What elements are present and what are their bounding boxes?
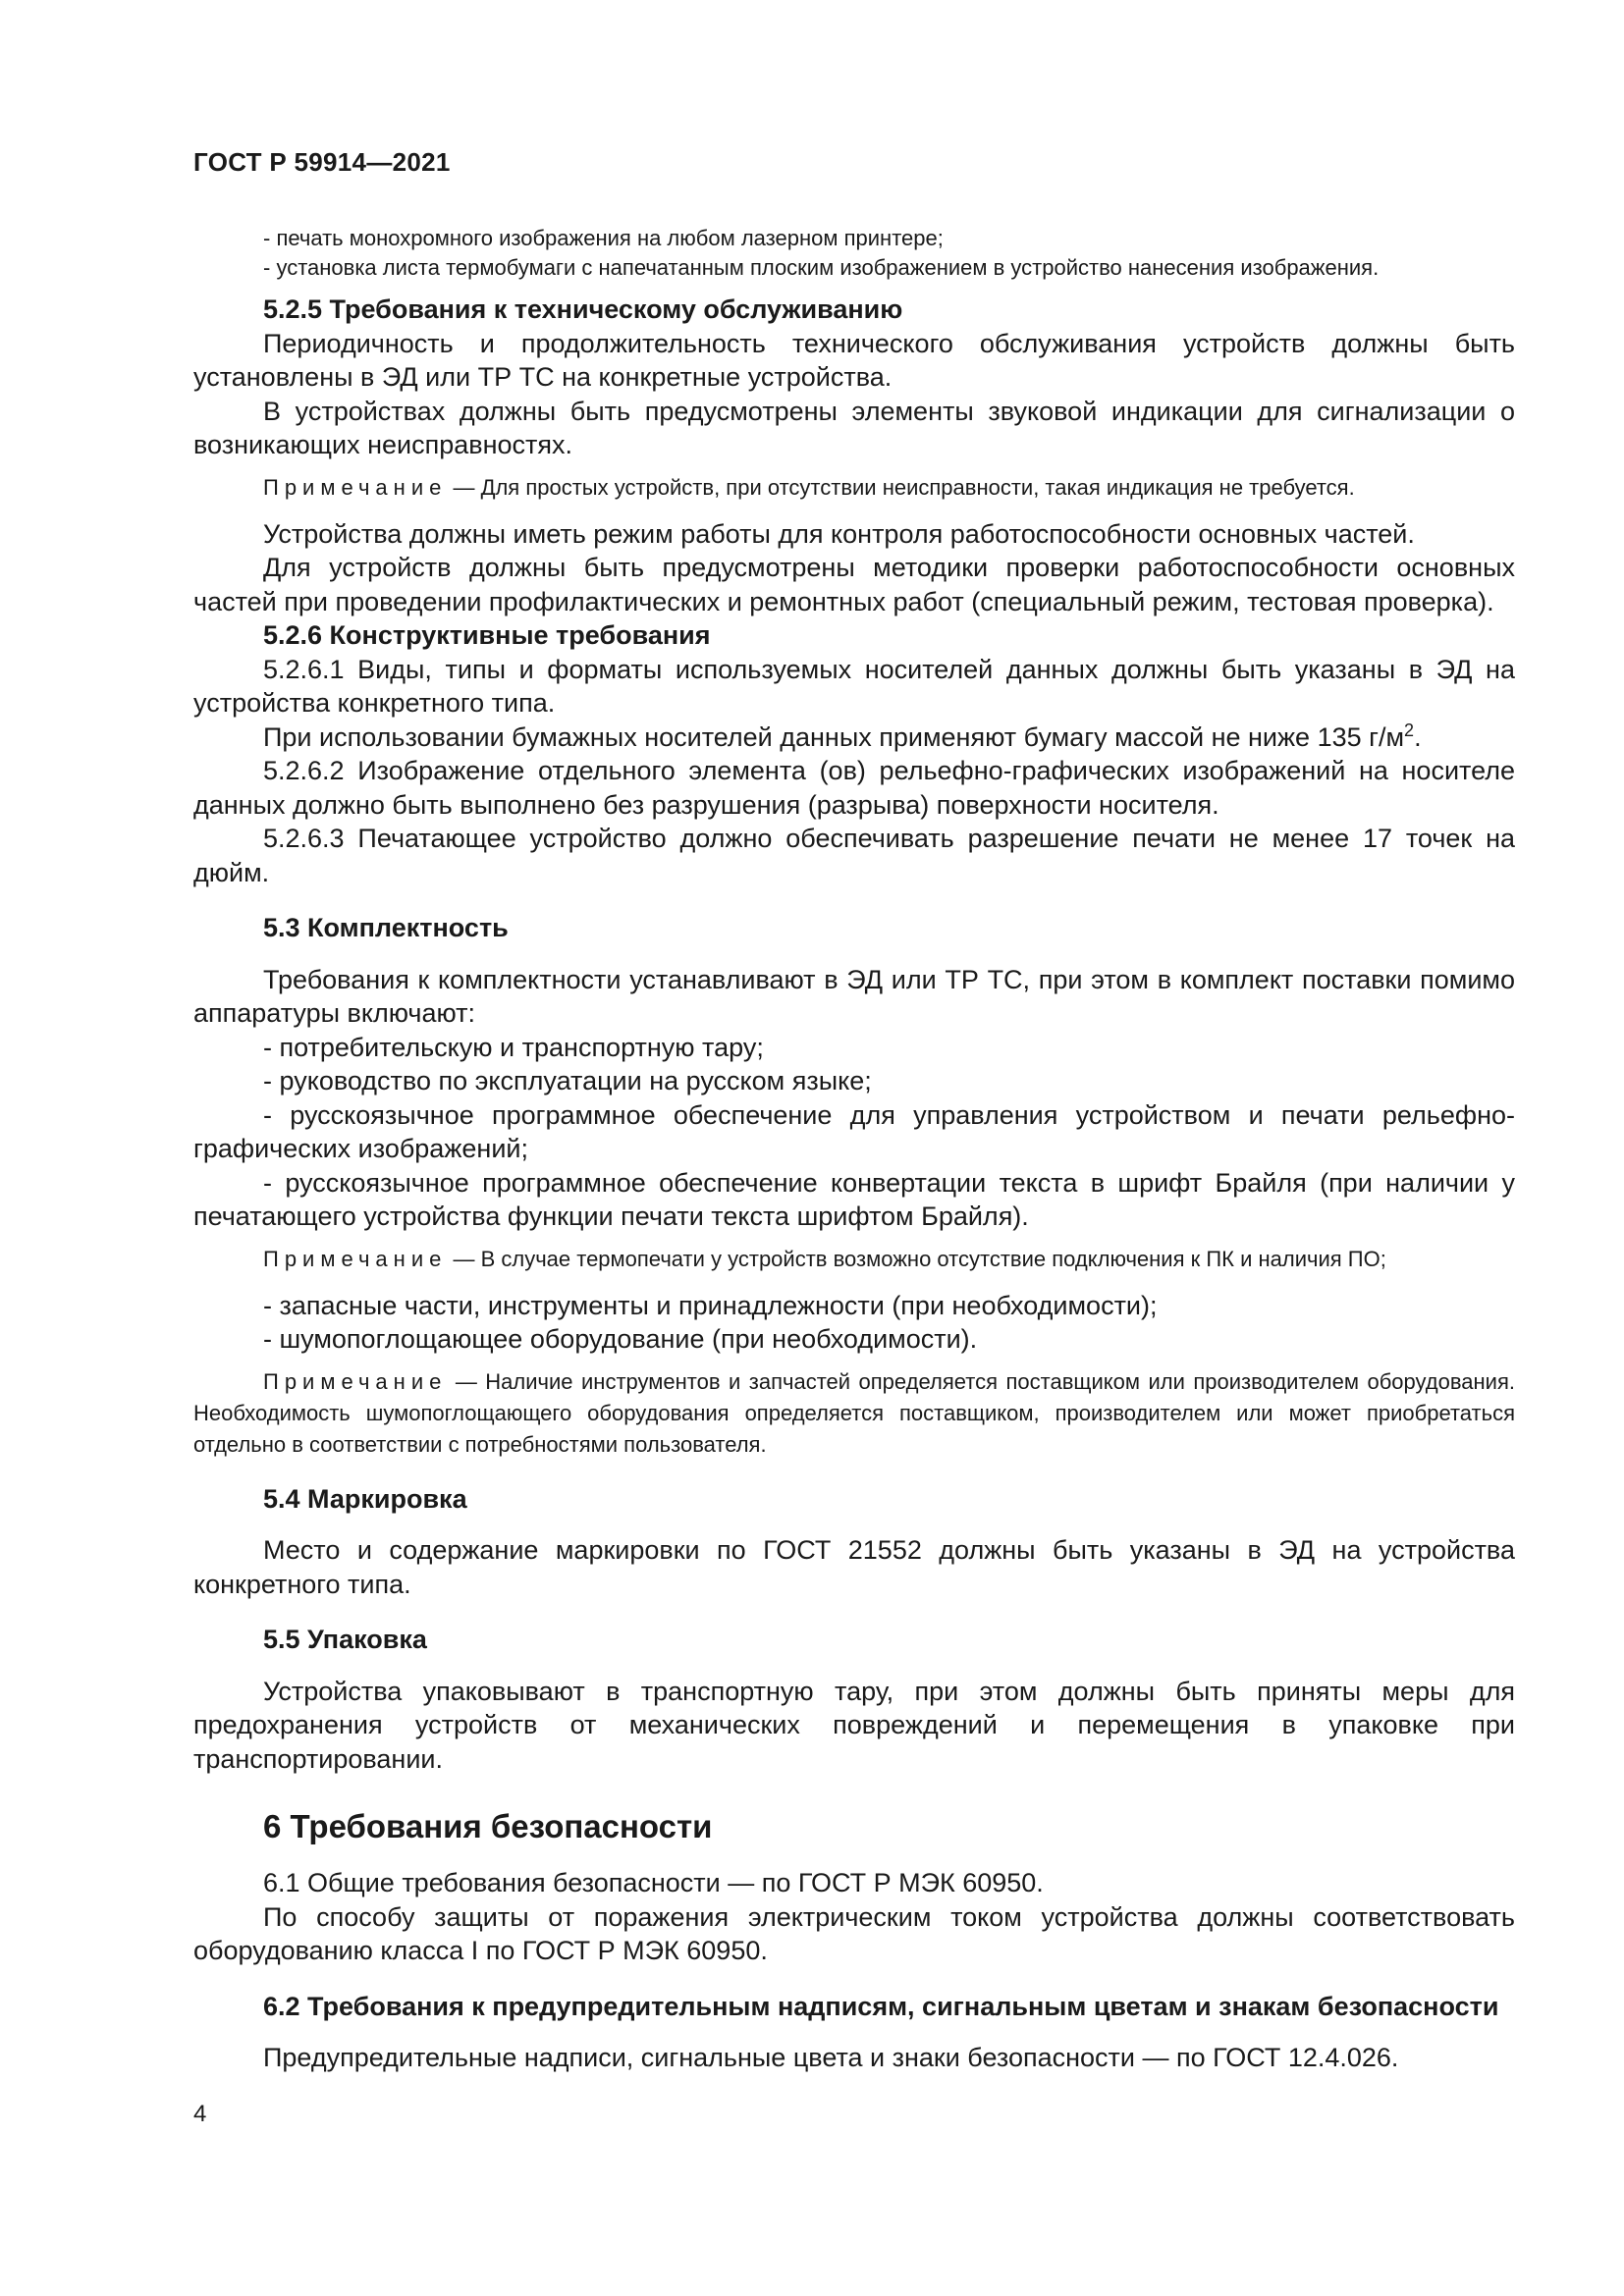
section-heading-5-5: 5.5 Упаковка (263, 1625, 427, 1654)
superscript: 2 (1404, 720, 1415, 740)
section-heading-5-2-6: 5.2.6 Конструктивные требования (263, 620, 711, 650)
section-heading-5-3: 5.3 Комплектность (263, 913, 509, 942)
page-content (193, 224, 1515, 2075)
note-text: — Наличие инструментов и запчастей определяется поставщиком или производителем оборудования. Необходимость шумопоглощающего оборудования определяется поставщиком, производителем или может приобретаться отдельно в соответствии с потребностями пользователя. (193, 1368, 1515, 1457)
list-item: - русскоязычное программное обеспечение для управления устройством и печати рельефно-графических изображений; (193, 1099, 1515, 1163)
note (193, 1244, 1515, 1275)
paragraph: Требования к комплектности устанавливают в ЭД или ТР ТС, при этом в комплект поставки помимо аппаратуры включают: (193, 964, 1515, 1028)
note-text: — В случае термопечати у устройств возможно отсутствие подключения к ПК и наличия ПО; (447, 1246, 1386, 1271)
note-label: Примечание (263, 1368, 448, 1394)
paragraph (193, 721, 1515, 755)
section-heading-5-4: 5.4 Маркировка (263, 1483, 467, 1514)
note-text: — Для простых устройств, при отсутствии неисправности, такая индикация не требуется. (447, 474, 1355, 500)
paragraph: Предупредительные надписи, сигнальные цвета и знаки безопасности — по ГОСТ 12.4.026. (263, 2043, 1399, 2072)
note (193, 1366, 1515, 1461)
page-number: 4 (193, 2101, 207, 2127)
paragraph: В устройствах должны быть предусмотрены элементы звуковой индикации для сигнализации о возникающих неисправностях. (193, 396, 1515, 459)
note-label: Примечание (263, 1246, 448, 1271)
paragraph: Устройства упаковывают в транспортную тару, при этом должны быть приняты меры для предохранения устройств от механических повреждений и перемещения в упаковке при транспортировании. (193, 1676, 1515, 1774)
note-label: Примечание (263, 474, 448, 500)
section-heading-6-2: 6.2 Требования к предупредительным надписям, сигнальным цветам и знакам безопасности (263, 1991, 1499, 2021)
paragraph: Место и содержание маркировки по ГОСТ 21552 должны быть указаны в ЭД на устройства конкретного типа. (193, 1535, 1515, 1599)
paragraph-text: При использовании бумажных носителей данных применяют бумагу массой не ниже 135 г/м (263, 721, 1405, 752)
paragraph-end: . (1414, 721, 1422, 752)
list-item: - шумопоглощающее оборудование (при необходимости). (263, 1324, 978, 1354)
paragraph: Устройства должны иметь режим работы для контроля работоспособности основных частей. (263, 518, 1415, 549)
list-item: - запасные части, инструменты и принадлежности (при необходимости); (263, 1290, 1158, 1320)
paragraph: Для устройств должны быть предусмотрены методики проверки работоспособности основных частей при проведении профилактических и ремонтных работ (специальный режим, тестовая проверка). (193, 553, 1515, 616)
list-item: - установка листа термобумаги с напечатанным плоским изображением в устройство нанесения изображения. (263, 255, 1380, 280)
section-heading-6: 6 Требования безопасности (263, 1808, 713, 1844)
section-heading-5-2-5: 5.2.5 Требования к техническому обслуживанию (263, 294, 903, 324)
note (193, 472, 1515, 504)
paragraph: Периодичность и продолжительность технического обслуживания устройств должны быть установлены в ЭД или ТР ТС на конкретные устройства. (193, 328, 1515, 392)
paragraph: По способу защиты от поражения электрическим током устройства должны соответствовать оборудованию класса I по ГОСТ Р МЭК 60950. (193, 1901, 1515, 1965)
list-item: - потребительскую и транспортную тару; (263, 1032, 764, 1062)
list-item: - русскоязычное программное обеспечение конвертации текста в шрифт Брайля (при наличии у печатающего устройства функции печати текста шрифтом Брайля). (193, 1167, 1515, 1231)
list-item: - печать монохромного изображения на любом лазерном принтере; (263, 226, 944, 250)
list-item: - руководство по эксплуатации на русском языке; (263, 1066, 872, 1095)
paragraph: 5.2.6.1 Виды, типы и форматы используемых носителей данных должны быть указаны в ЭД на устройства конкретного типа. (193, 654, 1515, 718)
paragraph: 5.2.6.2 Изображение отдельного элемента (ов) рельефно-графических изображений на носителе данных должно быть выполнено без разрушения (разрыва) поверхности носителя. (193, 756, 1515, 820)
paragraph: 5.2.6.3 Печатающее устройство должно обеспечивать разрешение печати не менее 17 точек на дюйм. (193, 824, 1515, 887)
paragraph: 6.1 Общие требования безопасности — по ГОСТ Р МЭК 60950. (263, 1868, 1044, 1897)
document-header: ГОСТ Р 59914—2021 (193, 147, 451, 177)
